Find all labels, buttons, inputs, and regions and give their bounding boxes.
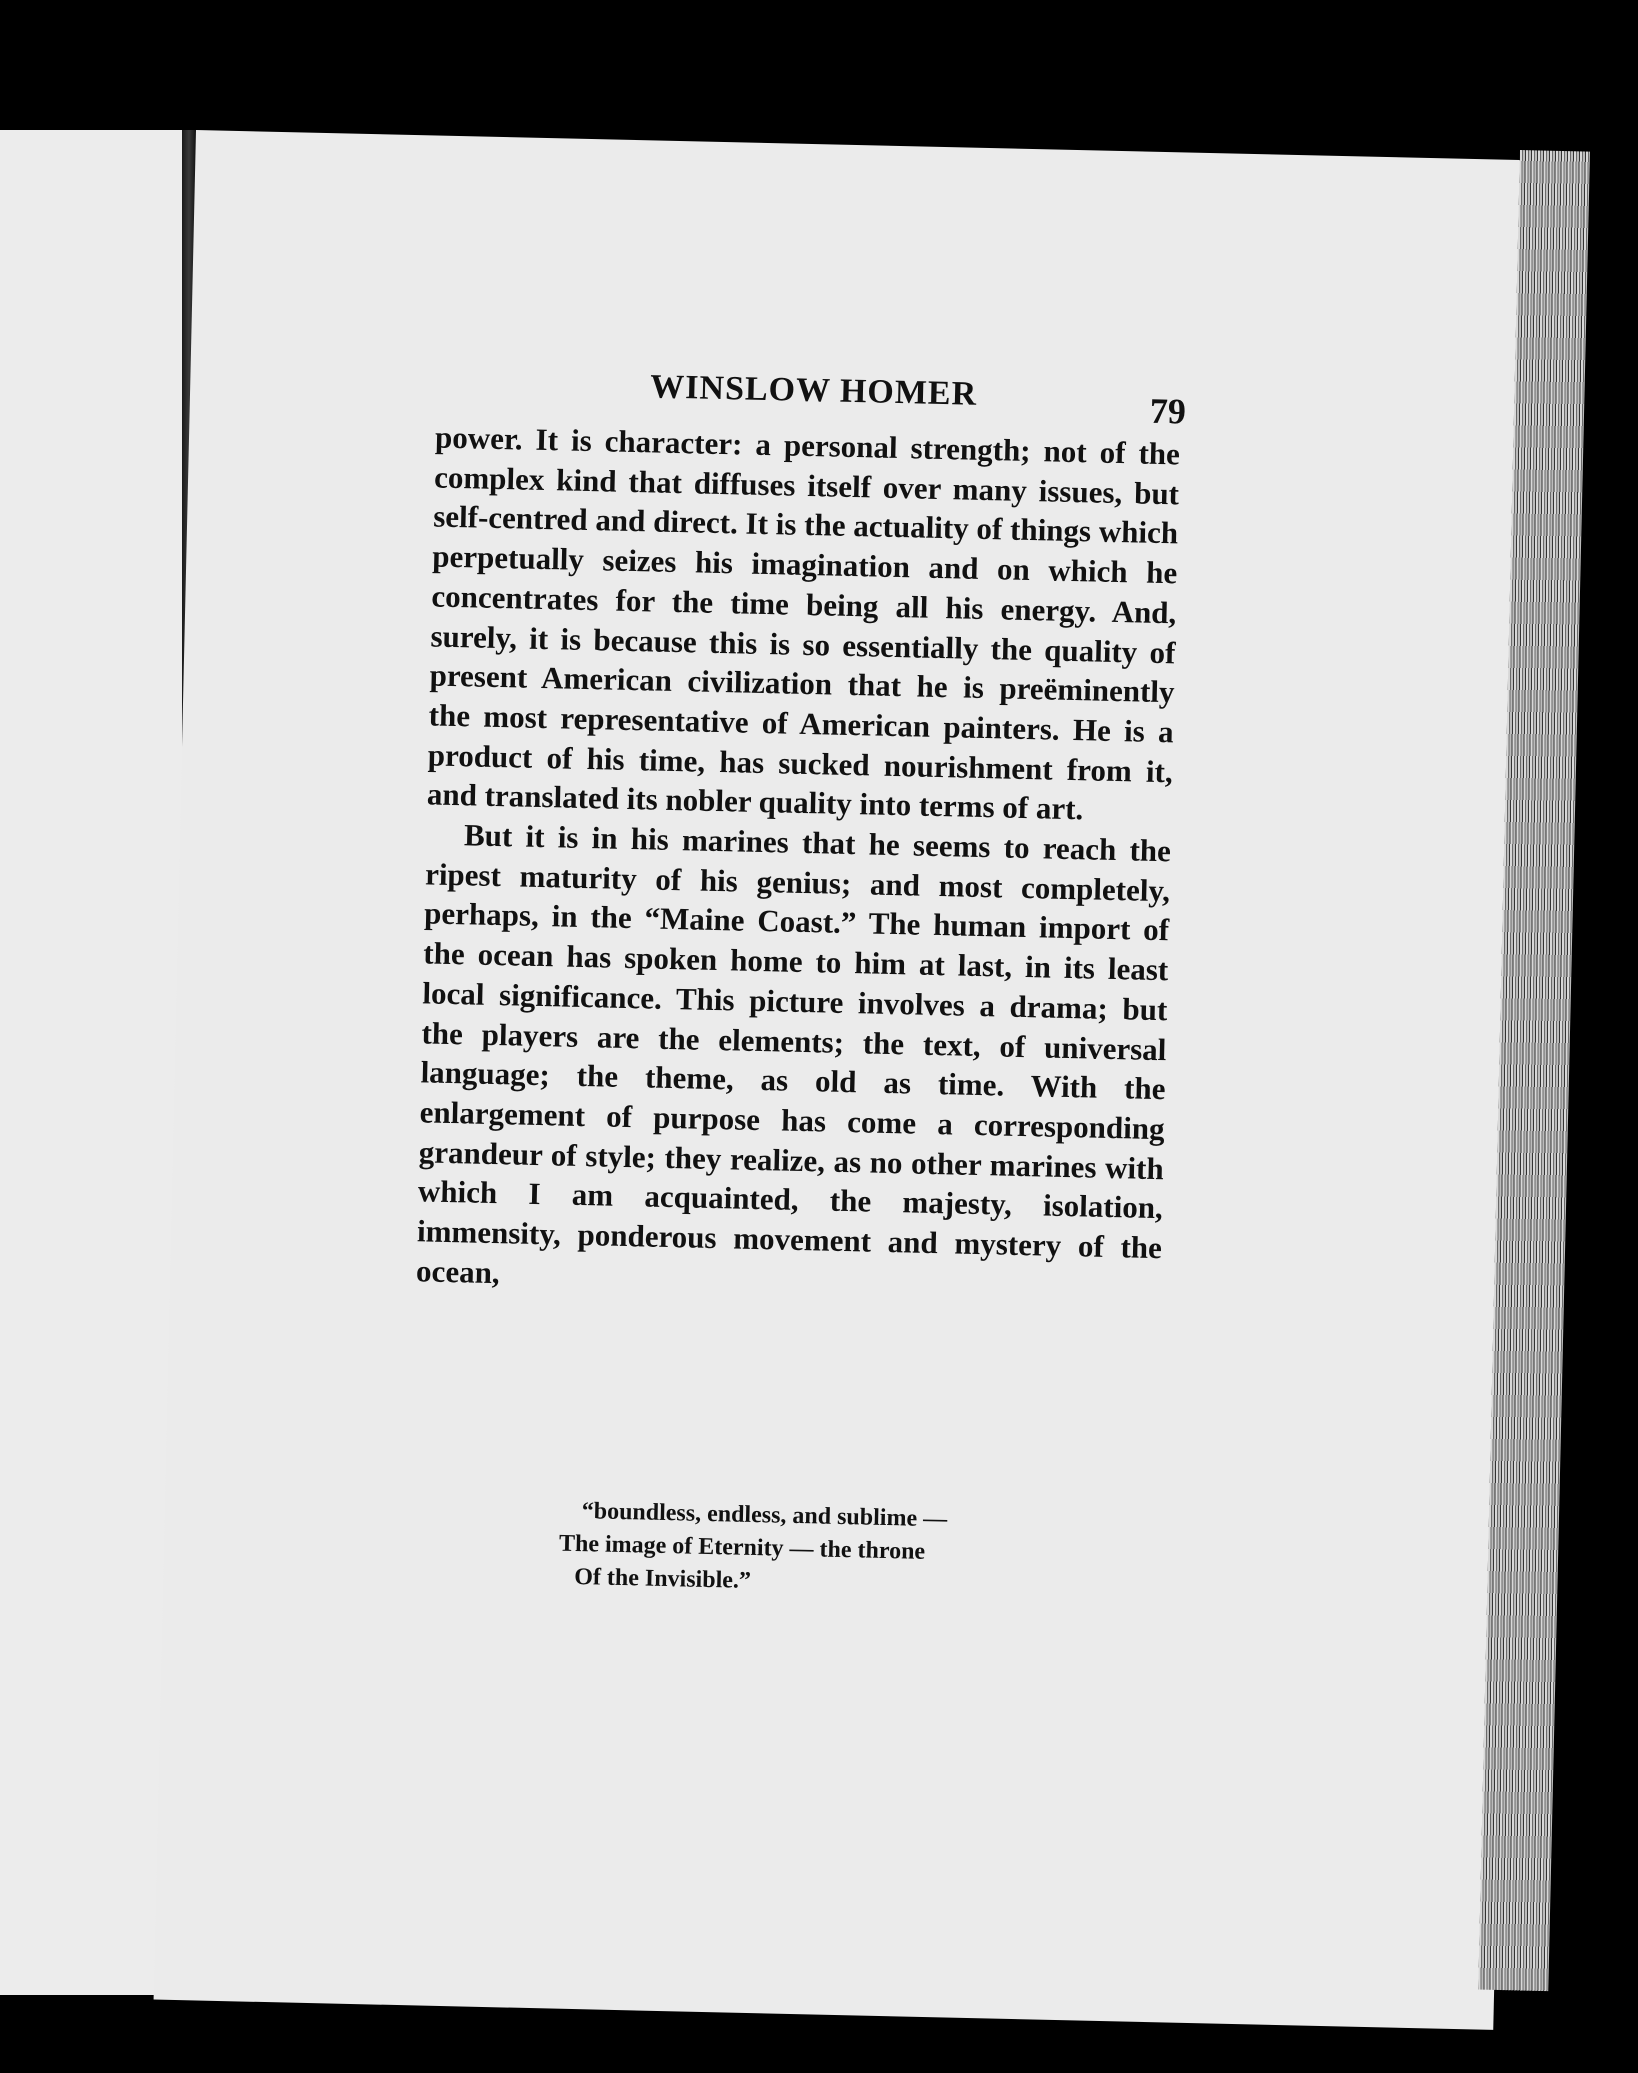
verse-quotation bbox=[558, 1495, 948, 1603]
edge-shadow bbox=[1590, 150, 1638, 2000]
right-page bbox=[154, 130, 1536, 2030]
page-number: 79 bbox=[1149, 390, 1187, 432]
verse-line-1: “boundless, endless, and sublime — bbox=[581, 1498, 948, 1533]
verse-line-2: The image of Eternity — the throne bbox=[558, 1530, 926, 1565]
verse-line-3: Of the Invisible.” bbox=[573, 1563, 752, 1594]
body-text bbox=[416, 418, 1181, 1308]
paragraph-2: But it is in his marines that he seems to reach the ripest maturity of his genius; and most completely, perhaps, in the “Maine Coast.” The human import of the ocean has spoken home to him at last, in its least local significance. This picture involves a drama; but the players are the elements; the text, of universal language; the theme, as old as time. With the enlargement of purpose has come a corresponding grandeur of style; they realize, as no other marines with which I am acquainted, the majesty, isolation, immensity, ponderous movement and mystery of the ocean, bbox=[415, 817, 1172, 1290]
running-head: WINSLOW HOMER bbox=[649, 368, 978, 413]
paragraph-1: power. It is character: a personal strength; not of the complex kind that diffuses itself over many issues, but self-centred and direct. It is the actuality of things which perpetually seizes his imagination and on which he concentrates for the time being all his energy. And, surely, it is because this is so essentially the quality of present American civilization that he is preëminently the most representative of American painters. He is a product of his time, has sucked nourishment from it, and translated its nobler quality into terms of art. bbox=[426, 419, 1181, 827]
left-page-blank bbox=[0, 130, 182, 1995]
